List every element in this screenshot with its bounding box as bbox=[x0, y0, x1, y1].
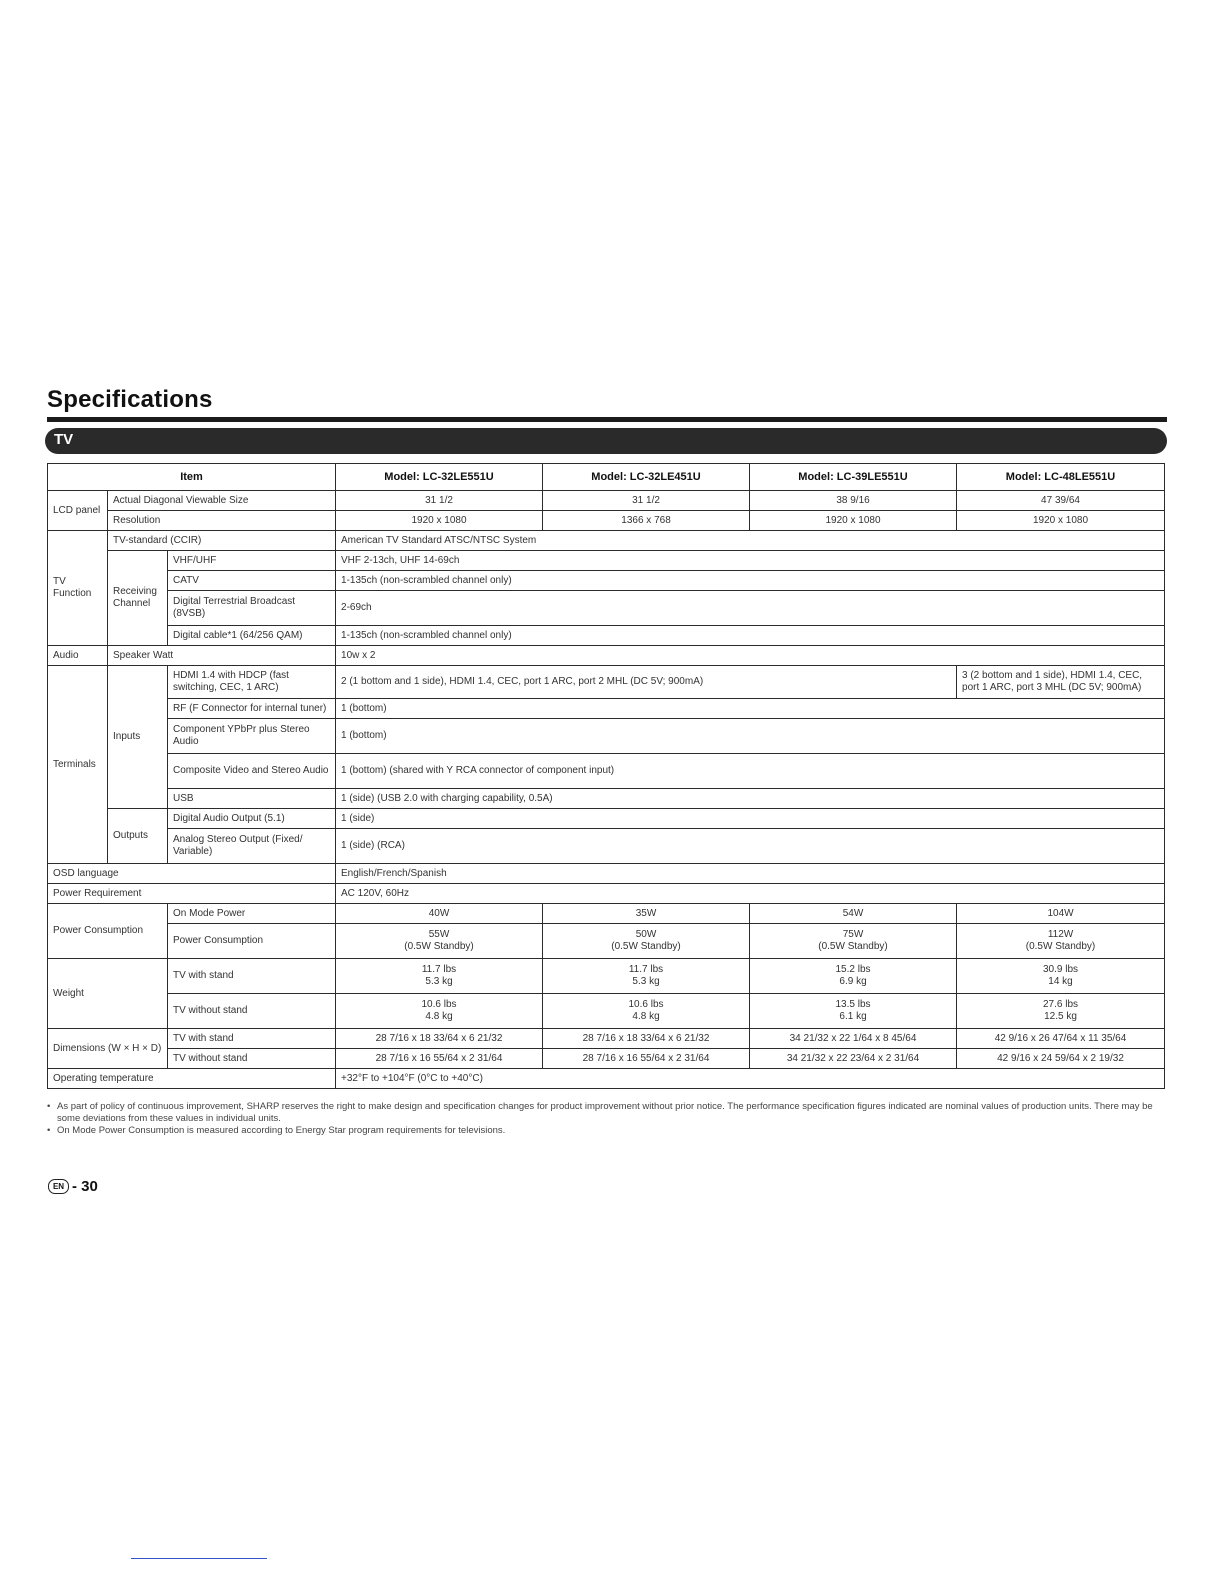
row-label: Digital Audio Output (5.1) bbox=[168, 809, 336, 829]
cell-value bbox=[543, 959, 750, 994]
standby-value: (0.5W Standby) bbox=[611, 941, 681, 952]
footnotes bbox=[47, 1101, 1162, 1137]
weight-lbs: 11.7 lbs bbox=[421, 964, 457, 975]
table-row bbox=[48, 829, 1165, 864]
table-row bbox=[48, 551, 1165, 571]
cell-value: 1-135ch (non-scrambled channel only) bbox=[336, 626, 1165, 646]
cell-value: American TV Standard ATSC/NTSC System bbox=[336, 531, 1165, 551]
weight-kg: 5.3 kg bbox=[632, 976, 660, 987]
group-lcd-panel: LCD panel bbox=[48, 491, 108, 531]
cell-value: 1 (side) (USB 2.0 with charging capability, 0.5A) bbox=[336, 789, 1165, 809]
row-label: Digital Terrestrial Broadcast (8VSB) bbox=[168, 591, 336, 626]
table-row bbox=[48, 531, 1165, 551]
table-row bbox=[48, 754, 1165, 789]
weight-lbs: 11.7 lbs bbox=[628, 964, 664, 975]
cell-value: 1 (bottom) bbox=[336, 719, 1165, 754]
section-label: TV bbox=[54, 431, 74, 448]
row-label: Digital cable*1 (64/256 QAM) bbox=[168, 626, 336, 646]
weight-lbs: 15.2 lbs bbox=[835, 964, 871, 975]
footnote bbox=[47, 1101, 1162, 1125]
row-label: RF (F Connector for internal tuner) bbox=[168, 699, 336, 719]
row-label: Actual Diagonal Viewable Size bbox=[108, 491, 336, 511]
specifications-table bbox=[47, 463, 1165, 1089]
weight-kg: 12.5 kg bbox=[1044, 1011, 1077, 1022]
table-row bbox=[48, 1029, 1165, 1049]
cell-value: 35W bbox=[543, 904, 750, 924]
page-number-text: - 30 bbox=[72, 1178, 98, 1195]
cell-value: 28 7/16 x 16 55/64 x 2 31/64 bbox=[543, 1049, 750, 1069]
cell-value: 47 39/64 bbox=[957, 491, 1165, 511]
cell-value: 1 (side) (RCA) bbox=[336, 829, 1165, 864]
table-row bbox=[48, 646, 1165, 666]
cell-value bbox=[336, 924, 543, 959]
cell-value: 31 1/2 bbox=[543, 491, 750, 511]
table-row bbox=[48, 1069, 1165, 1089]
header-row bbox=[48, 464, 1165, 491]
row-label: TV without stand bbox=[168, 1049, 336, 1069]
power-value: 112W bbox=[1047, 929, 1074, 940]
weight-kg: 6.9 kg bbox=[839, 976, 867, 987]
cell-value bbox=[750, 959, 957, 994]
page-number bbox=[48, 1178, 98, 1195]
table-row bbox=[48, 491, 1165, 511]
table-row bbox=[48, 884, 1165, 904]
table-row bbox=[48, 666, 1165, 699]
row-label: CATV bbox=[168, 571, 336, 591]
table-row bbox=[48, 511, 1165, 531]
row-label: Component YPbPr plus Stereo Audio bbox=[168, 719, 336, 754]
cell-value: 38 9/16 bbox=[750, 491, 957, 511]
row-label: Speaker Watt bbox=[108, 646, 336, 666]
header-model-4: Model: LC-48LE551U bbox=[957, 464, 1165, 491]
cell-value: 28 7/16 x 18 33/64 x 6 21/32 bbox=[336, 1029, 543, 1049]
cell-value: 1 (bottom) bbox=[336, 699, 1165, 719]
cell-value bbox=[543, 924, 750, 959]
weight-lbs: 10.6 lbs bbox=[421, 999, 457, 1010]
group-tv-function: TV Function bbox=[48, 531, 108, 646]
row-label: TV with stand bbox=[168, 1029, 336, 1049]
weight-lbs: 13.5 lbs bbox=[835, 999, 871, 1010]
table-row bbox=[48, 809, 1165, 829]
header-model-2: Model: LC-32LE451U bbox=[543, 464, 750, 491]
cell-value: 1366 x 768 bbox=[543, 511, 750, 531]
header-item: Item bbox=[48, 464, 336, 491]
table-row bbox=[48, 719, 1165, 754]
row-label: On Mode Power bbox=[168, 904, 336, 924]
cell-value: 2-69ch bbox=[336, 591, 1165, 626]
weight-lbs: 10.6 lbs bbox=[628, 999, 664, 1010]
cell-value bbox=[543, 994, 750, 1029]
table-row bbox=[48, 904, 1165, 924]
header-model-1: Model: LC-32LE551U bbox=[336, 464, 543, 491]
row-label: Power Requirement bbox=[48, 884, 336, 904]
table-row bbox=[48, 864, 1165, 884]
cell-value: 31 1/2 bbox=[336, 491, 543, 511]
bottom-line bbox=[131, 1558, 267, 1559]
weight-kg: 5.3 kg bbox=[425, 976, 453, 987]
standby-value: (0.5W Standby) bbox=[1025, 941, 1096, 952]
footnote-text: On Mode Power Consumption is measured according to Energy Star program requirements for televisions. bbox=[57, 1125, 506, 1136]
table-row bbox=[48, 994, 1165, 1029]
cell-value: 104W bbox=[957, 904, 1165, 924]
cell-value: VHF 2-13ch, UHF 14-69ch bbox=[336, 551, 1165, 571]
row-label: TV-standard (CCIR) bbox=[108, 531, 336, 551]
row-label: Composite Video and Stereo Audio bbox=[168, 754, 336, 789]
group-terminals: Terminals bbox=[48, 666, 108, 864]
cell-value bbox=[750, 924, 957, 959]
title-rule bbox=[47, 417, 1167, 422]
language-badge-icon: EN bbox=[48, 1179, 69, 1194]
row-label: TV with stand bbox=[168, 959, 336, 994]
table-row bbox=[48, 699, 1165, 719]
cell-value: 54W bbox=[750, 904, 957, 924]
cell-value: 1-135ch (non-scrambled channel only) bbox=[336, 571, 1165, 591]
row-label: Resolution bbox=[108, 511, 336, 531]
table-row bbox=[48, 626, 1165, 646]
cell-value: 1 (side) bbox=[336, 809, 1165, 829]
cell-value: 1920 x 1080 bbox=[957, 511, 1165, 531]
power-value: 50W bbox=[635, 929, 657, 940]
cell-value bbox=[750, 994, 957, 1029]
row-label: HDMI 1.4 with HDCP (fast switching, CEC, 1 ARC) bbox=[168, 666, 336, 699]
table-row bbox=[48, 924, 1165, 959]
cell-value: 1920 x 1080 bbox=[750, 511, 957, 531]
group-dimensions: Dimensions (W × H × D) bbox=[48, 1029, 168, 1069]
cell-value: 34 21/32 x 22 1/64 x 8 45/64 bbox=[750, 1029, 957, 1049]
section-bar bbox=[45, 428, 1167, 454]
weight-kg: 6.1 kg bbox=[839, 1011, 867, 1022]
row-label: VHF/UHF bbox=[168, 551, 336, 571]
cell-value: 1 (bottom) (shared with Y RCA connector of component input) bbox=[336, 754, 1165, 789]
row-label: TV without stand bbox=[168, 994, 336, 1029]
cell-value bbox=[336, 994, 543, 1029]
weight-lbs: 30.9 lbs bbox=[1043, 964, 1079, 975]
group-receiving-channel: Receiving Channel bbox=[108, 551, 168, 646]
footnote-text: As part of policy of continuous improvement, SHARP reserves the right to make design and specification changes for product improvement without prior notice. The performance specification figures indicated are nominal values of production units. There may be some deviations from these values in individual units. bbox=[57, 1101, 1153, 1124]
table-row bbox=[48, 959, 1165, 994]
cell-value bbox=[336, 959, 543, 994]
cell-value: 28 7/16 x 18 33/64 x 6 21/32 bbox=[543, 1029, 750, 1049]
header-model-3: Model: LC-39LE551U bbox=[750, 464, 957, 491]
cell-value: 34 21/32 x 22 23/64 x 2 31/64 bbox=[750, 1049, 957, 1069]
row-label: OSD language bbox=[48, 864, 336, 884]
cell-value: +32°F to +104°F (0°C to +40°C) bbox=[336, 1069, 1165, 1089]
cell-value bbox=[957, 959, 1165, 994]
group-weight: Weight bbox=[48, 959, 168, 1029]
group-outputs: Outputs bbox=[108, 809, 168, 864]
row-label: Operating temperature bbox=[48, 1069, 336, 1089]
weight-lbs: 27.6 lbs bbox=[1043, 999, 1079, 1010]
cell-value: 1920 x 1080 bbox=[336, 511, 543, 531]
weight-kg: 14 kg bbox=[1048, 976, 1073, 987]
weight-kg: 4.8 kg bbox=[632, 1011, 660, 1022]
bullet: • bbox=[47, 1125, 51, 1136]
bullet: • bbox=[47, 1101, 51, 1112]
weight-kg: 4.8 kg bbox=[425, 1011, 453, 1022]
cell-value bbox=[957, 994, 1165, 1029]
cell-value: 42 9/16 x 24 59/64 x 2 19/32 bbox=[957, 1049, 1165, 1069]
table-row bbox=[48, 1049, 1165, 1069]
page-title: Specifications bbox=[47, 386, 213, 413]
group-inputs: Inputs bbox=[108, 666, 168, 809]
group-power-consumption: Power Consumption bbox=[48, 904, 168, 959]
row-label: Analog Stereo Output (Fixed/ Variable) bbox=[168, 829, 336, 864]
cell-value: 3 (2 bottom and 1 side), HDMI 1.4, CEC, port 1 ARC, port 3 MHL (DC 5V; 900mA) bbox=[957, 666, 1165, 699]
group-audio: Audio bbox=[48, 646, 108, 666]
table-row bbox=[48, 571, 1165, 591]
cell-value: 28 7/16 x 16 55/64 x 2 31/64 bbox=[336, 1049, 543, 1069]
cell-value: AC 120V, 60Hz bbox=[336, 884, 1165, 904]
cell-value bbox=[957, 924, 1165, 959]
cell-value: English/French/Spanish bbox=[336, 864, 1165, 884]
cell-value: 10w x 2 bbox=[336, 646, 1165, 666]
cell-value: 2 (1 bottom and 1 side), HDMI 1.4, CEC, port 1 ARC, port 2 MHL (DC 5V; 900mA) bbox=[336, 666, 957, 699]
cell-value: 42 9/16 x 26 47/64 x 11 35/64 bbox=[957, 1029, 1165, 1049]
row-label: Power Consumption bbox=[168, 924, 336, 959]
power-value: 75W bbox=[842, 929, 864, 940]
footnote bbox=[47, 1125, 1162, 1137]
power-value: 55W bbox=[428, 929, 450, 940]
standby-value: (0.5W Standby) bbox=[818, 941, 888, 952]
cell-value: 40W bbox=[336, 904, 543, 924]
table-row bbox=[48, 591, 1165, 626]
standby-value: (0.5W Standby) bbox=[404, 941, 474, 952]
table-row bbox=[48, 789, 1165, 809]
row-label: USB bbox=[168, 789, 336, 809]
